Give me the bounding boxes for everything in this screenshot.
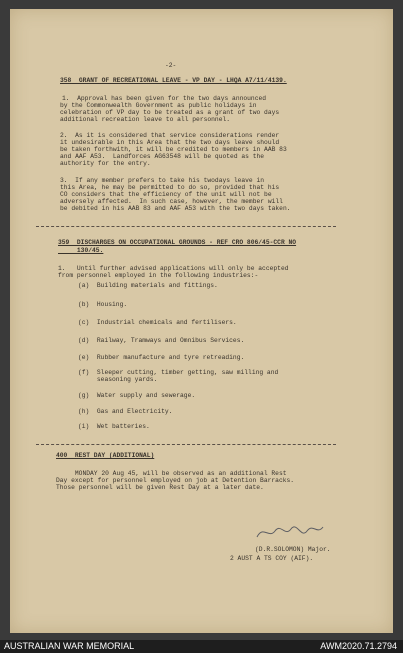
item-359-heading-cont: 130/45. xyxy=(58,247,104,254)
item-358-para2-line5: authority for the entry. xyxy=(60,160,151,167)
item-358-para1-line1: 1. Approval has been given for the two days announced xyxy=(62,95,267,102)
accession-number: AWM2020.71.2794 xyxy=(320,641,397,651)
item-358-para1-line3: celebration of VP day to be treated as a grant of two days xyxy=(60,109,280,116)
industry-item: (g) Water supply and sewerage. xyxy=(78,392,196,399)
industry-item: (d) Railway, Tramways and Omnibus Services. xyxy=(78,337,245,344)
industry-item: (e) Rubber manufacture and tyre retreading. xyxy=(78,354,245,361)
item-400-body-line2: Day except for personnel employed on job at Detention Barracks. xyxy=(56,477,295,484)
industry-item: seasoning yards. xyxy=(78,376,158,383)
item-400-body-line1: MONDAY 20 Aug 45, will be observed as an additional Rest xyxy=(56,470,287,477)
item-358-para3-line3: CO considers that the efficiency of the unit will not be xyxy=(60,191,272,198)
archive-footer xyxy=(0,640,403,653)
item-358-para1-line2: by the Commonwealth Government as public holidays in xyxy=(60,102,257,109)
section-divider xyxy=(36,226,336,227)
item-359-intro-line1: 1. Until further advised applications will only be accepted xyxy=(58,265,289,272)
item-358-para3-line4: adversely affected. In such case, however, the member will xyxy=(60,198,283,205)
industry-item: (a) Building materials and fittings. xyxy=(78,282,218,289)
item-358-para2-line4: and AAF A53. Landforces AG63548 will be quoted as the xyxy=(60,153,265,160)
item-358-heading: 358 GRANT OF RECREATIONAL LEAVE - VP DAY - LHQA A7/11/4139. xyxy=(60,77,287,84)
item-358-para1-line4: additional recreation leave to all personnel. xyxy=(60,116,231,123)
industry-item: (c) Industrial chemicals and fertilisers. xyxy=(78,319,237,326)
industry-item: (f) Sleeper cutting, timber getting, saw milling and xyxy=(78,369,279,376)
industry-item: (h) Gas and Electricity. xyxy=(78,408,173,415)
handwritten-signature xyxy=(255,523,325,546)
item-358-para2-line2: it undesirable in this Area that the two days leave should xyxy=(60,139,280,146)
item-358-para3-line1: 3. If any member prefers to take his twodays leave in xyxy=(60,177,265,184)
item-400-body-line3: Those personnel will be given Rest Day at a later date. xyxy=(56,484,264,491)
item-359-intro-line2: from personnel employed in the following industries:- xyxy=(58,272,259,279)
signatory-unit: 2 AUST A TS COY (AIF). xyxy=(230,555,314,562)
item-358-para2-line1: 2. As it is considered that service considerations render xyxy=(60,132,280,139)
item-359-heading: 359 DISCHARGES ON OCCUPATIONAL GROUNDS - REF CRO 806/45-CCR NO xyxy=(58,239,297,246)
item-358-para3-line2: this Area, he may be permitted to do so, provided that his xyxy=(60,184,280,191)
item-358-para2-line3: be taken forthwith, it will be credited to members in AAB 83 xyxy=(60,146,287,153)
signatory-name: (D.R.SOLOMON) Major. xyxy=(255,546,331,553)
section-divider xyxy=(36,444,336,445)
industry-item: (b) Housing. xyxy=(78,301,128,308)
item-400-heading: 400 REST DAY (ADDITIONAL) xyxy=(56,452,155,459)
source-label: AUSTRALIAN WAR MEMORIAL xyxy=(4,641,135,651)
item-358-para3-line5: be debited in his AAB 83 and AAF A53 with the two days taken. xyxy=(60,205,291,212)
industry-item: (i) Wet batteries. xyxy=(78,423,150,430)
page-number: -2- xyxy=(165,62,177,69)
